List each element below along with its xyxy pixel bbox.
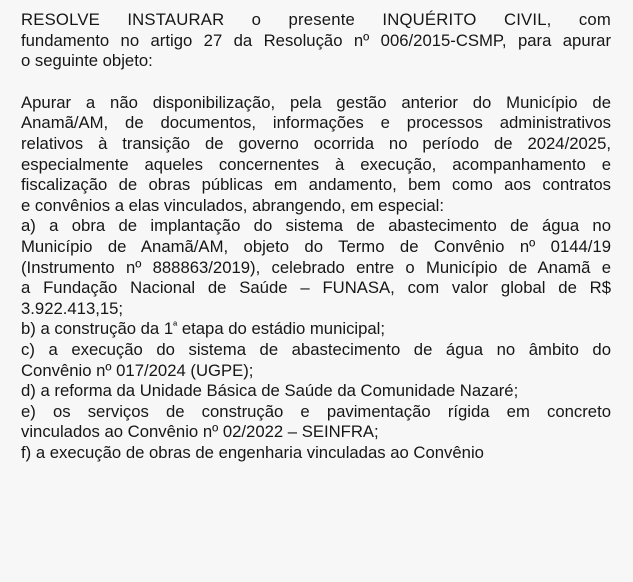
intro-paragraph: [21, 10, 611, 72]
intro-line-3: o seguinte objeto:: [21, 51, 153, 71]
item-a-line-2: Município de Anamã/AM, objeto do Termo de Convênio nº 0144/19: [21, 236, 611, 256]
item-c-line-2: Convênio nº 017/2024 (UGPE);: [21, 360, 254, 380]
object-line-4: especialmente aqueles concernentes à execução, acompanhamento e: [21, 154, 611, 174]
item-f-line: f) a execução de obras de engenharia vinculadas ao Convênio: [21, 442, 484, 462]
object-line-6: e convênios a elas vinculados, abrangendo, em especial:: [21, 195, 445, 215]
object-line-3: relativos à transição de governo ocorrida no período de 2024/2025,: [21, 133, 611, 153]
object-line-2: Anamã/AM, de documentos, informações e processos administrativos: [21, 113, 611, 133]
intro-line-1: RESOLVE INSTAURAR o presente INQUÉRITO CIVIL, com: [21, 10, 611, 29]
item-d-line: d) a reforma da Unidade Básica de Saúde da Comunidade Nazaré;: [21, 381, 519, 401]
item-b-prefix: b) a construção da 1: [21, 319, 174, 339]
item-b-line: [21, 319, 611, 340]
item-e-line-2: vinculados ao Convênio nº 02/2022 – SEINFRA;: [21, 422, 379, 442]
item-c-line-1: c) a execução do sistema de abastecimento de água no âmbito do: [21, 339, 611, 359]
item-a-line-5: 3.922.413,15;: [21, 298, 124, 318]
item-a-line-1: a) a obra de implantação do sistema de abastecimento de água no: [21, 216, 611, 236]
item-b-suffix: etapa do estádio municipal;: [177, 319, 386, 339]
item-e: [21, 402, 611, 443]
item-a: [21, 216, 611, 319]
item-c: [21, 340, 611, 381]
object-paragraph: [21, 93, 611, 217]
item-f: [21, 443, 611, 464]
object-line-1: Apurar a não disponibilização, pela gestão anterior do Município de: [21, 92, 611, 112]
paragraph-gap: [21, 72, 611, 93]
item-b-ordinal: ª: [173, 320, 178, 333]
item-a-line-4: a Fundação Nacional de Saúde – FUNASA, com valor global de R$: [21, 278, 611, 298]
item-b: [21, 319, 611, 340]
item-d: [21, 381, 611, 402]
object-line-5: fiscalização de obras públicas em andamento, bem como aos contratos: [21, 175, 611, 195]
intro-line-2: fundamento no artigo 27 da Resolução nº 006/2015-CSMP, para apurar: [21, 30, 611, 50]
item-e-line-1: e) os serviços de construção e pavimentação rígida em concreto: [21, 401, 611, 421]
item-a-line-3: (Instrumento nº 888863/2019), celebrado entre o Município de Anamã e: [21, 257, 611, 277]
